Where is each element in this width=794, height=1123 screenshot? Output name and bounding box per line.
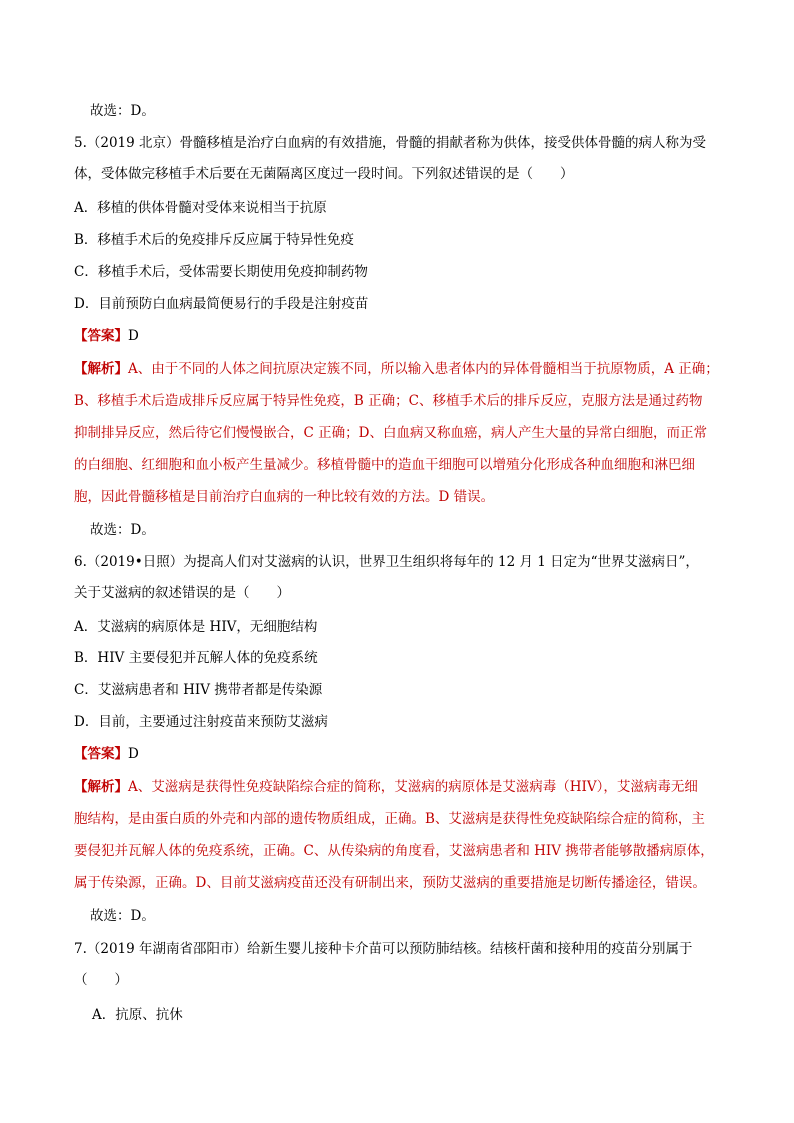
q5-option-b: B．移植手术后的免疫排斥反应属于特异性免疫 <box>74 232 354 248</box>
q6-option-b: B．HIV 主要侵犯并瓦解人体的免疫系统 <box>74 650 318 666</box>
q5-answer-label: 【答案】 <box>74 328 128 344</box>
q6-option-a: A．艾滋病的病原体是 HIV，无细胞结构 <box>74 619 318 635</box>
q7-stem-line-2: （ ） <box>74 972 128 988</box>
q6-answer-value: D <box>128 746 139 762</box>
q6-analysis-line-1 <box>74 777 698 797</box>
q6-conclusion: 故选：D。 <box>90 908 155 924</box>
q6-option-d: D．目前，主要通过注射疫苗来预防艾滋病 <box>74 714 328 730</box>
q5-analysis-line-2: B、移植手术后造成排斥反应属于特异性免疫，B 正确；C、移植手术后的排斥反应，克服方法是通过药物 <box>74 393 703 409</box>
q5-stem-line-2: 体，受体做完移植手术后要在无菌隔离区度过一段时间。下列叙述错误的是（ ） <box>74 166 574 182</box>
q5-option-d: D．目前预防白血病最简便易行的手段是注射疫苗 <box>74 296 369 312</box>
q5-stem-line-1: 5.（2019 北京）骨髓移植是治疗白血病的有效措施，骨髓的捐献者称为供体，接受供体骨髓的病人称为受 <box>74 135 707 151</box>
q6-analysis-line-4: 属于传染源，正确。D、目前艾滋病疫苗还没有研制出来，预防艾滋病的重要措施是切断传播途径，错误。 <box>74 875 706 891</box>
q6-answer-label: 【答案】 <box>74 746 128 762</box>
q6-analysis-text-1: A、艾滋病是获得性免疫缺陷综合症的简称，艾滋病的病原体是艾滋病毒（HIV），艾滋病毒无细 <box>128 779 698 795</box>
q5-analysis-line-1 <box>74 359 719 379</box>
q5-option-c: C．移植手术后，受体需要长期使用免疫抑制药物 <box>74 264 368 280</box>
q5-option-a: A．移植的供体骨髓对受体来说相当于抗原 <box>74 200 327 216</box>
q7-option-a: A．抗原、抗休 <box>92 1007 183 1023</box>
q5-analysis-line-5: 胞，因此骨髓移植是目前治疗白血病的一种比较有效的方法。D 错误。 <box>74 489 495 505</box>
q5-analysis-line-4: 的白细胞、红细胞和血小板产生量减少。移植骨髓中的造血干细胞可以增殖分化形成各种血细胞和淋巴细 <box>74 457 695 473</box>
q6-stem-line-1: 6.（2019•日照）为提高人们对艾滋病的认识，世界卫生组织将每年的 12 月 1 日定为“世界艾滋病日”， <box>74 554 699 570</box>
q6-analysis-label: 【解析】 <box>74 779 128 795</box>
q5-conclusion: 故选：D。 <box>90 522 155 538</box>
q6-option-c: C．艾滋病患者和 HIV 携带者都是传染源 <box>74 682 323 698</box>
q5-analysis-text-1: A、由于不同的人体之间抗原决定簇不同，所以输入患者体内的异体骨髓相当于抗原物质，A 正确； <box>128 361 719 377</box>
q6-answer <box>74 744 139 764</box>
q7-stem-line-1: 7.（2019 年湖南省邵阳市）给新生婴儿接种卡介苗可以预防肺结核。结核杆菌和接种用的疫苗分别属于 <box>74 941 693 957</box>
q5-analysis-label: 【解析】 <box>74 361 128 377</box>
q6-analysis-line-3: 要侵犯并瓦解人体的免疫系统，正确。C、从传染病的角度看，艾滋病患者和 HIV 携带者能够散播病原体， <box>74 843 714 859</box>
q6-stem-line-2: 关于艾滋病的叙述错误的是（ ） <box>74 585 290 601</box>
q4-conclusion: 故选：D。 <box>90 103 155 119</box>
q5-answer-value: D <box>128 328 139 344</box>
q5-answer <box>74 326 139 346</box>
q5-analysis-line-3: 抑制排异反应，然后待它们慢慢嵌合，C 正确；D、白血病又称血癌，病人产生大量的异常白细胞，而正常 <box>74 425 707 441</box>
q6-analysis-line-2: 胞结构，是由蛋白质的外壳和内部的遗传物质组成，正确。B、艾滋病是获得性免疫缺陷综合症的简称，主 <box>74 811 705 827</box>
